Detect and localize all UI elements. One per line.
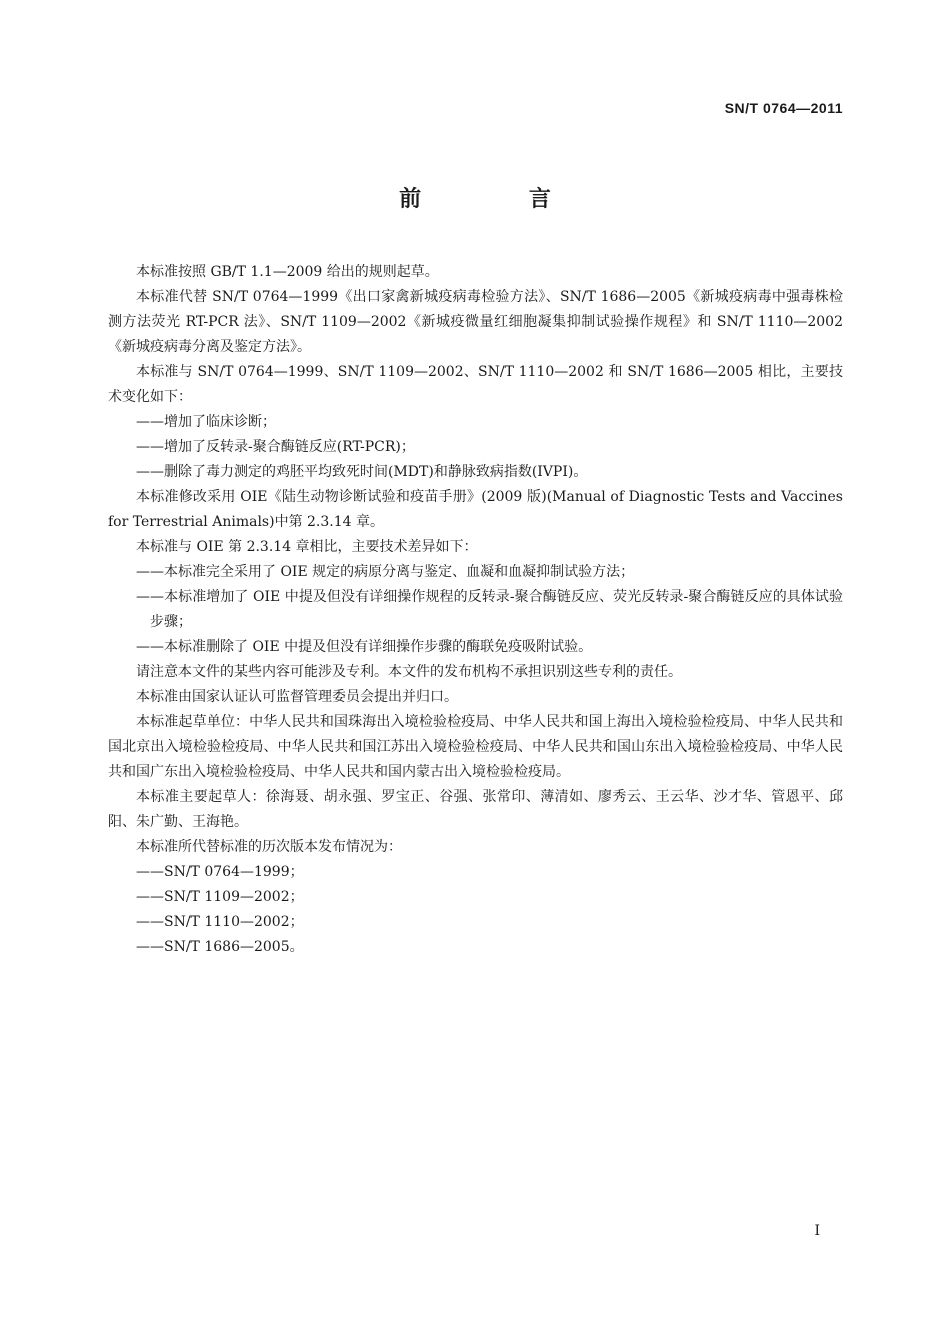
paragraph-changes-intro: 本标准与 SN/T 0764—1999、SN/T 1109—2002、SN/T 1110—2002 和 SN/T 1686—2005 相比，主要技术变化如下： <box>108 364 843 405</box>
page-title: 前 言 <box>399 187 601 212</box>
paragraph-oie-adoption: 本标准修改采用 OIE《陆生动物诊断试验和疫苗手册》(2009 版)(Manual of Diagnostic Tests and Vaccines for Terrestrial Animals)中第 2.3.14 章。 <box>108 489 843 530</box>
list-item-history: ——SN/T 1110—2002； <box>136 914 304 930</box>
paragraph-replaces: 本标准代替 SN/T 0764—1999《出口家禽新城疫病毒检验方法》、SN/T 1686—2005《新城疫病毒中强毒株检测方法荧光 RT-PCR 法》、SN/T 1109—2002《新城疫微量红细胞凝集抑制试验操作规程》和 SN/T 1110—2002《新城疫病毒分离及鉴定方法》。 <box>108 289 843 355</box>
list-item-difference: ——本标准增加了 OIE 中提及但没有详细操作规程的反转录-聚合酶链反应、荧光反转录-聚合酶链反应的具体试验步骤； <box>136 589 843 630</box>
list-item-change: ——增加了反转录-聚合酶链反应(RT-PCR)； <box>136 439 415 455</box>
list-item-difference: ——本标准删除了 OIE 中提及但没有详细操作步骤的酶联免疫吸附试验。 <box>136 639 593 655</box>
paragraph-drafters: 本标准主要起草人：徐海聂、胡永强、罗宝正、谷强、张常印、薄清如、廖秀云、王云华、沙才华、管恩平、邱阳、朱广勤、王海艳。 <box>108 789 843 830</box>
list-item-history: ——SN/T 1109—2002； <box>136 889 304 905</box>
paragraph-patent-notice: 请注意本文件的某些内容可能涉及专利。本文件的发布机构不承担识别这些专利的责任。 <box>136 664 682 680</box>
list-item-difference: ——本标准完全采用了 OIE 规定的病原分离与鉴定、血凝和血凝抑制试验方法； <box>136 564 635 580</box>
paragraph-history-intro: 本标准所代替标准的历次版本发布情况为： <box>136 839 402 855</box>
list-item-change: ——增加了临床诊断； <box>136 414 276 430</box>
paragraph-proposed-by: 本标准由国家认证认可监督管理委员会提出并归口。 <box>136 689 458 705</box>
paragraph-drafting-rules: 本标准按照 GB/T 1.1—2009 给出的规则起草。 <box>136 264 439 280</box>
document-code: SN/T 0764—2011 <box>724 100 843 116</box>
list-item-history: ——SN/T 0764—1999； <box>136 864 304 880</box>
paragraph-drafting-units: 本标准起草单位：中华人民共和国珠海出入境检验检疫局、中华人民共和国上海出入境检验检疫局、中华人民共和国北京出入境检验检疫局、中华人民共和国江苏出入境检验检疫局、中华人民共和国山东出入境检验检疫局、中华人民共和国广东出入境检验检疫局、中华人民共和国内蒙古出入境检验检疫局。 <box>108 714 843 780</box>
list-item-change: ——删除了毒力测定的鸡胚平均致死时间(MDT)和静脉致病指数(IVPI)。 <box>136 464 588 480</box>
foreword-body <box>108 260 843 960</box>
list-item-history: ——SN/T 1686—2005。 <box>136 939 304 955</box>
page-number: I <box>814 1223 820 1239</box>
paragraph-oie-differences-intro: 本标准与 OIE 第 2.3.14 章相比，主要技术差异如下： <box>136 539 478 555</box>
